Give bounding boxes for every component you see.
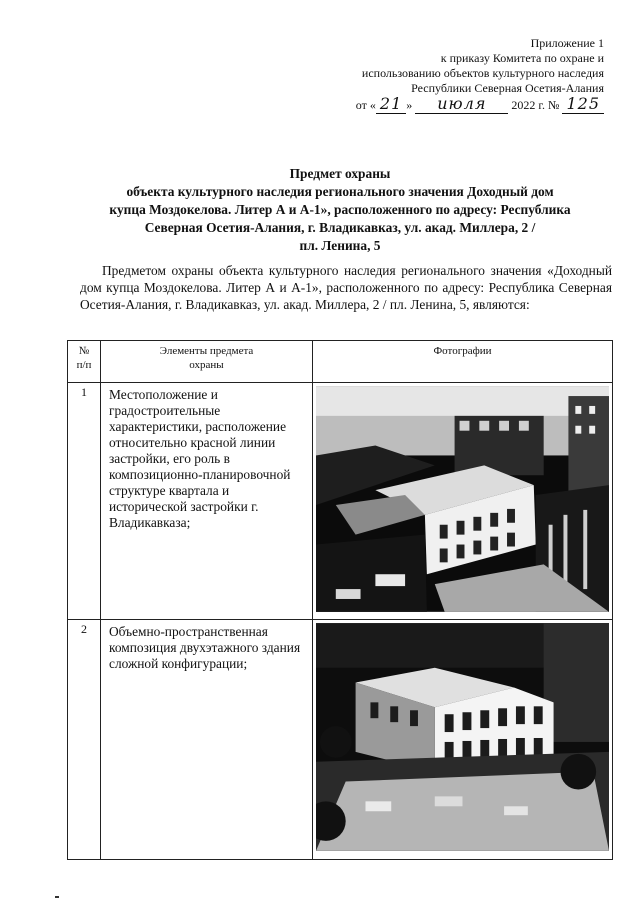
header-photos: [313, 341, 613, 383]
row-description: Объемно-пространственная композиция двухэтажного здания сложной конфигурации;: [101, 620, 313, 860]
row-number: 1: [68, 383, 101, 620]
photo-cell: [313, 383, 613, 620]
appendix-line: к приказу Комитета по охране и: [440, 51, 604, 65]
appendix-line: использованию объектов культурного наследия: [361, 66, 604, 80]
table-header-row: [68, 341, 613, 383]
order-month: июля: [415, 94, 508, 114]
row-description: Местоположение и градостроительные характеристики, расположение относительно красной линии застройки, его роль в композиционно-планировочной структуре квартала и исторической застройки г. Владикавказа;: [101, 383, 313, 620]
appendix-header: [284, 36, 604, 113]
header-num: [68, 341, 101, 383]
header-num-line1: №: [78, 345, 90, 357]
order-day: 21: [376, 94, 406, 114]
photo-cell: [313, 620, 613, 860]
building-aerial-photo: [316, 385, 609, 613]
header-num-line2: п/п: [76, 359, 92, 371]
title-line: Предмет охраны: [289, 166, 391, 181]
order-number: 125: [562, 94, 604, 114]
protection-items-table: [67, 340, 613, 860]
title-line: пл. Ленина, 5: [299, 238, 381, 253]
date-prefix: от «: [355, 98, 376, 112]
building-street-photo: [316, 622, 609, 852]
order-year: 2022 г. №: [511, 98, 560, 112]
header-elements-line1: Элементы предмета: [159, 345, 254, 357]
header-photos-label: Фотографии: [433, 345, 492, 357]
document-title: [60, 165, 620, 255]
appendix-line: Приложение 1: [530, 36, 604, 50]
scan-mark: [55, 896, 59, 898]
table-row: [68, 383, 613, 620]
date-quote-close: »: [406, 98, 413, 112]
header-elements-line2: охраны: [189, 359, 224, 371]
title-line: объекта культурного наследия регионального значения Доходный дом: [126, 184, 554, 199]
header-elements: [101, 341, 313, 383]
title-line: Северная Осетия-Алания, г. Владикавказ, ул. акад. Миллера, 2 /: [144, 220, 536, 235]
title-line: купца Моздокелова. Литер А и А-1», расположенного по адресу: Республика: [109, 202, 571, 217]
row-number: 2: [68, 620, 101, 860]
appendix-line: Республики Северная Осетия-Алания: [411, 81, 604, 95]
order-date-line: [284, 96, 604, 113]
intro-paragraph: Предметом охраны объекта культурного наследия регионального значения «Доходный дом купца Моздокелова. Литер А и А-1», расположенного по адресу: Республика Северная Осетия-Алания, г. Владикавказ, ул. акад. Миллера, 2 / пл. Ленина, 5, являются:: [80, 263, 612, 312]
table-row: [68, 620, 613, 860]
